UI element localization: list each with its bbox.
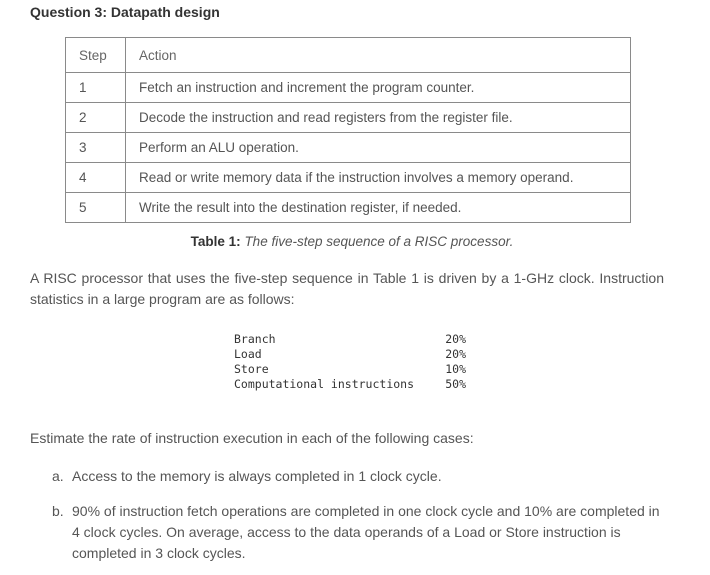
step-number: 5 bbox=[66, 193, 126, 223]
instruction-statistics bbox=[234, 332, 466, 392]
stat-row bbox=[234, 332, 466, 347]
case-marker: b. bbox=[52, 503, 64, 519]
caption-text: The five-step sequence of a RISC processor. bbox=[244, 234, 514, 249]
case-marker: a. bbox=[52, 468, 64, 484]
step-column-header: Step bbox=[66, 38, 126, 73]
step-number: 1 bbox=[66, 73, 126, 103]
stat-name: Computational instructions bbox=[234, 377, 415, 391]
case-text: 90% of instruction fetch operations are completed in one clock cycle and 10% are completed in 4 clock cycles. On average, access to the data operands of a Load or Store instruction is completed in 3 clock cycles. bbox=[72, 503, 660, 561]
action-column-header: Action bbox=[126, 38, 631, 73]
stat-name: Load bbox=[234, 347, 262, 361]
stat-value: 10% bbox=[445, 362, 466, 376]
step-number: 4 bbox=[66, 163, 126, 193]
step-action: Write the result into the destination register, if needed. bbox=[126, 193, 631, 223]
step-number: 3 bbox=[66, 133, 126, 163]
question-text: Estimate the rate of instruction execution in each of the following cases: bbox=[30, 430, 474, 446]
table-row bbox=[66, 73, 631, 103]
intro-paragraph: A RISC processor that uses the five-step sequence in Table 1 is driven by a 1-GHz clock. Instruction statistics in a large program are as follows: bbox=[30, 270, 664, 307]
table-row bbox=[66, 163, 631, 193]
page-title: Question 3: Datapath design bbox=[30, 4, 220, 20]
stat-row bbox=[234, 347, 466, 362]
stat-name: Branch bbox=[234, 332, 276, 346]
stat-row bbox=[234, 377, 466, 392]
stat-value: 20% bbox=[445, 347, 466, 361]
table-row bbox=[66, 133, 631, 163]
step-action: Perform an ALU operation. bbox=[126, 133, 631, 163]
step-number: 2 bbox=[66, 103, 126, 133]
list-item bbox=[52, 466, 662, 487]
steps-table bbox=[65, 37, 631, 223]
step-action: Read or write memory data if the instruction involves a memory operand. bbox=[126, 163, 631, 193]
case-list bbox=[52, 466, 662, 564]
table-header-row bbox=[66, 38, 631, 73]
caption-label: Table 1: bbox=[190, 234, 241, 249]
table-row bbox=[66, 193, 631, 223]
step-action: Decode the instruction and read registers from the register file. bbox=[126, 103, 631, 133]
case-text: Access to the memory is always completed in 1 clock cycle. bbox=[72, 468, 442, 484]
table-row bbox=[66, 103, 631, 133]
stat-value: 50% bbox=[445, 377, 466, 391]
table-caption bbox=[0, 234, 710, 249]
stat-value: 20% bbox=[445, 332, 466, 346]
stat-name: Store bbox=[234, 362, 269, 376]
list-item bbox=[52, 501, 662, 564]
step-action: Fetch an instruction and increment the program counter. bbox=[126, 73, 631, 103]
stat-row bbox=[234, 362, 466, 377]
